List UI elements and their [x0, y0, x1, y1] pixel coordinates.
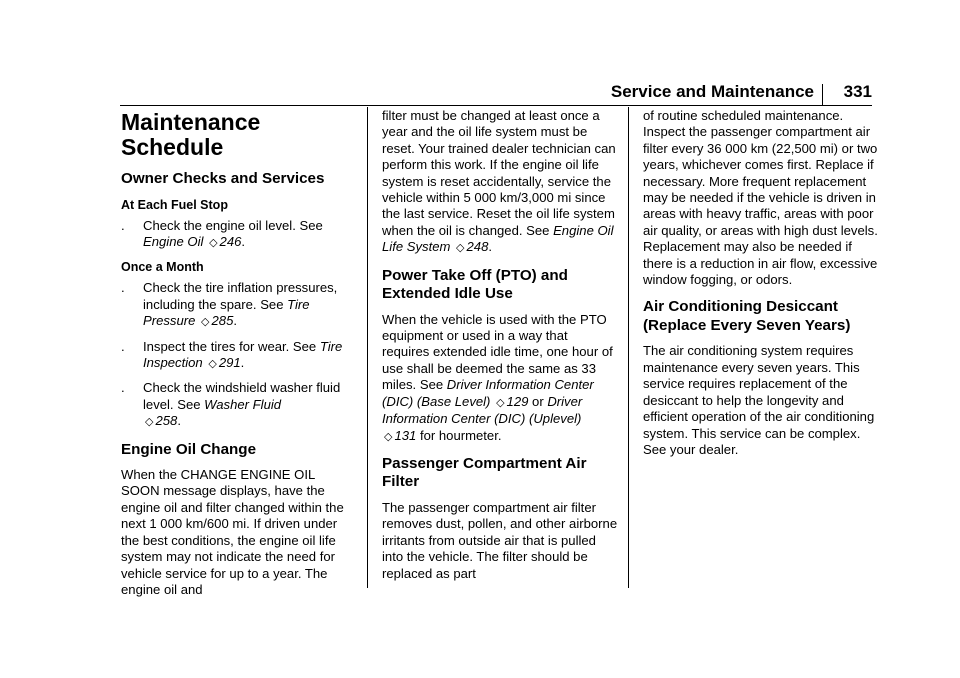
- cross-reference-page[interactable]: 258: [155, 413, 178, 429]
- cross-reference-page[interactable]: 285: [211, 313, 234, 329]
- bullet-mark: .: [121, 338, 125, 354]
- page-reference-icon: ◇: [209, 236, 218, 249]
- cross-reference-link[interactable]: Driver Information Center (DIC) (Uplevel): [382, 393, 583, 427]
- page-title: [121, 110, 355, 160]
- body-paragraph: [382, 312, 618, 445]
- body-paragraph: The air conditioning system requires maintenance every seven years. This service requires replacement of the desiccant to help the longevity and efficient operation of the air conditioning system. This service can be complex. See your dealer.: [643, 343, 875, 457]
- column-3: [643, 108, 879, 458]
- body-paragraph: of routine scheduled maintenance. Inspect the passenger compartment air filter every 36 000 km (22,500 mi) or two years, whichever comes first. Replace if necessary. More frequent replacement may be needed if the vehicle is driven in areas with heavy traffic, areas with poor air quality, or areas with high dust levels. Replacement may also be needed if there is a reduction in air flow, excessive window fogging, or odors.: [643, 108, 878, 288]
- subheading: Once a Month: [121, 260, 204, 275]
- cross-reference-link[interactable]: Engine Oil Life System: [382, 222, 614, 255]
- list-item: . Check the windshield washer fluid level. See Washer Fluid ◇ 258.: [121, 380, 341, 429]
- body-paragraph: filter must be changed at least once a year and the oil life system must be reset. Your trained dealer technician can perform this work. If the engine oil life system is reset accidentally, service the vehicle within 5 000 km/3,000 mi since the last service. Reset the oil life system when the oil is changed. See Engine Oil Life System ◇ 248.: [382, 108, 616, 255]
- list-item-text: Check the tire inflation pressures, including the spare. See: [143, 280, 338, 312]
- cross-reference-page[interactable]: 131: [394, 427, 417, 443]
- paragraph-text: for hourmeter.: [419, 427, 502, 443]
- cross-reference-link[interactable]: Engine Oil: [143, 233, 204, 249]
- cross-reference-link[interactable]: Driver Information Center (DIC) (Base Level): [382, 377, 594, 409]
- bullet-mark: .: [121, 280, 125, 296]
- page-reference-icon: ◇: [208, 357, 217, 370]
- cross-reference-page[interactable]: 129: [506, 393, 529, 409]
- page-number: 331: [843, 82, 872, 101]
- list-item: . Check the tire inflation pressures, including the spare. See Tire Pressure ◇ 285.: [121, 280, 338, 329]
- subheading: At Each Fuel Stop: [121, 197, 228, 212]
- column-divider: [628, 107, 629, 588]
- list-item-text: Inspect the tires for wear. See: [143, 338, 317, 354]
- bullet-mark: .: [121, 217, 125, 233]
- section-heading: Power Take Off (PTO) and Extended Idle Use: [382, 266, 568, 303]
- paragraph-text: filter must be changed at least once a year and the oil life system must be reset. Your trained dealer technician can perform this work. If the engine oil life system is reset accidentally, service the vehicle within 5 000 km/3,000 mi since the last service. Reset the oil life system when the oil is changed. See: [382, 108, 616, 238]
- page-reference-icon: ◇: [384, 430, 393, 443]
- bullet-mark: .: [121, 380, 125, 396]
- section-heading: Owner Checks and Services: [121, 170, 325, 187]
- cross-reference-link[interactable]: Tire Pressure: [143, 296, 310, 329]
- section-heading: Air Conditioning Desiccant (Replace Every Seven Years): [643, 298, 851, 334]
- section-title: Service and Maintenance: [610, 82, 814, 101]
- header-rule: [120, 105, 872, 106]
- page-reference-icon: ◇: [456, 242, 465, 255]
- header-divider: [822, 84, 823, 106]
- cross-reference-link[interactable]: Tire Inspection: [143, 338, 343, 370]
- paragraph-text: When the vehicle is used with the PTO equipment or used in a way that requires extended idle time, one hour of use shall be deemed the same as 33 miles. See: [382, 311, 613, 393]
- page-reference-icon: ◇: [145, 416, 154, 429]
- body-paragraph: The passenger compartment air filter removes dust, pollen, and other airborne irritants from outside air that is pulled into the vehicle. The filter should be replaced as part: [382, 499, 618, 581]
- column-divider: [367, 107, 368, 588]
- cross-reference-page[interactable]: 246: [219, 233, 242, 249]
- list-item: . Inspect the tires for wear. See Tire Inspection ◇ 291.: [121, 338, 343, 370]
- cross-reference-page[interactable]: 291: [218, 354, 241, 370]
- section-heading: Passenger Compartment Air Filter: [382, 454, 587, 491]
- column-2: [382, 108, 618, 582]
- page-reference-icon: ◇: [201, 316, 210, 329]
- page-title-line: Schedule: [121, 134, 224, 160]
- body-paragraph: When the CHANGE ENGINE OIL SOON message displays, have the engine oil and filter changed within the next 1 000 km/600 mi. If driven under the best conditions, the engine oil life system may not indicate the need for vehicle service for up to a year. The engine oil and: [121, 467, 344, 597]
- page-header: [120, 78, 872, 106]
- cross-reference-page[interactable]: 248: [466, 239, 489, 255]
- cross-reference-link[interactable]: Washer Fluid: [204, 396, 282, 412]
- list-item-text: Check the windshield washer fluid level. See: [143, 380, 341, 412]
- page-title-line: Maintenance: [121, 109, 261, 135]
- page-reference-icon: ◇: [496, 396, 505, 409]
- section-heading: Engine Oil Change: [121, 440, 257, 458]
- list-item-text: Check the engine oil level. See: [143, 217, 323, 233]
- list-item: . Check the engine oil level. See Engine Oil ◇ 246.: [121, 217, 323, 249]
- column-1: [121, 108, 355, 598]
- paragraph-text: or: [532, 393, 544, 409]
